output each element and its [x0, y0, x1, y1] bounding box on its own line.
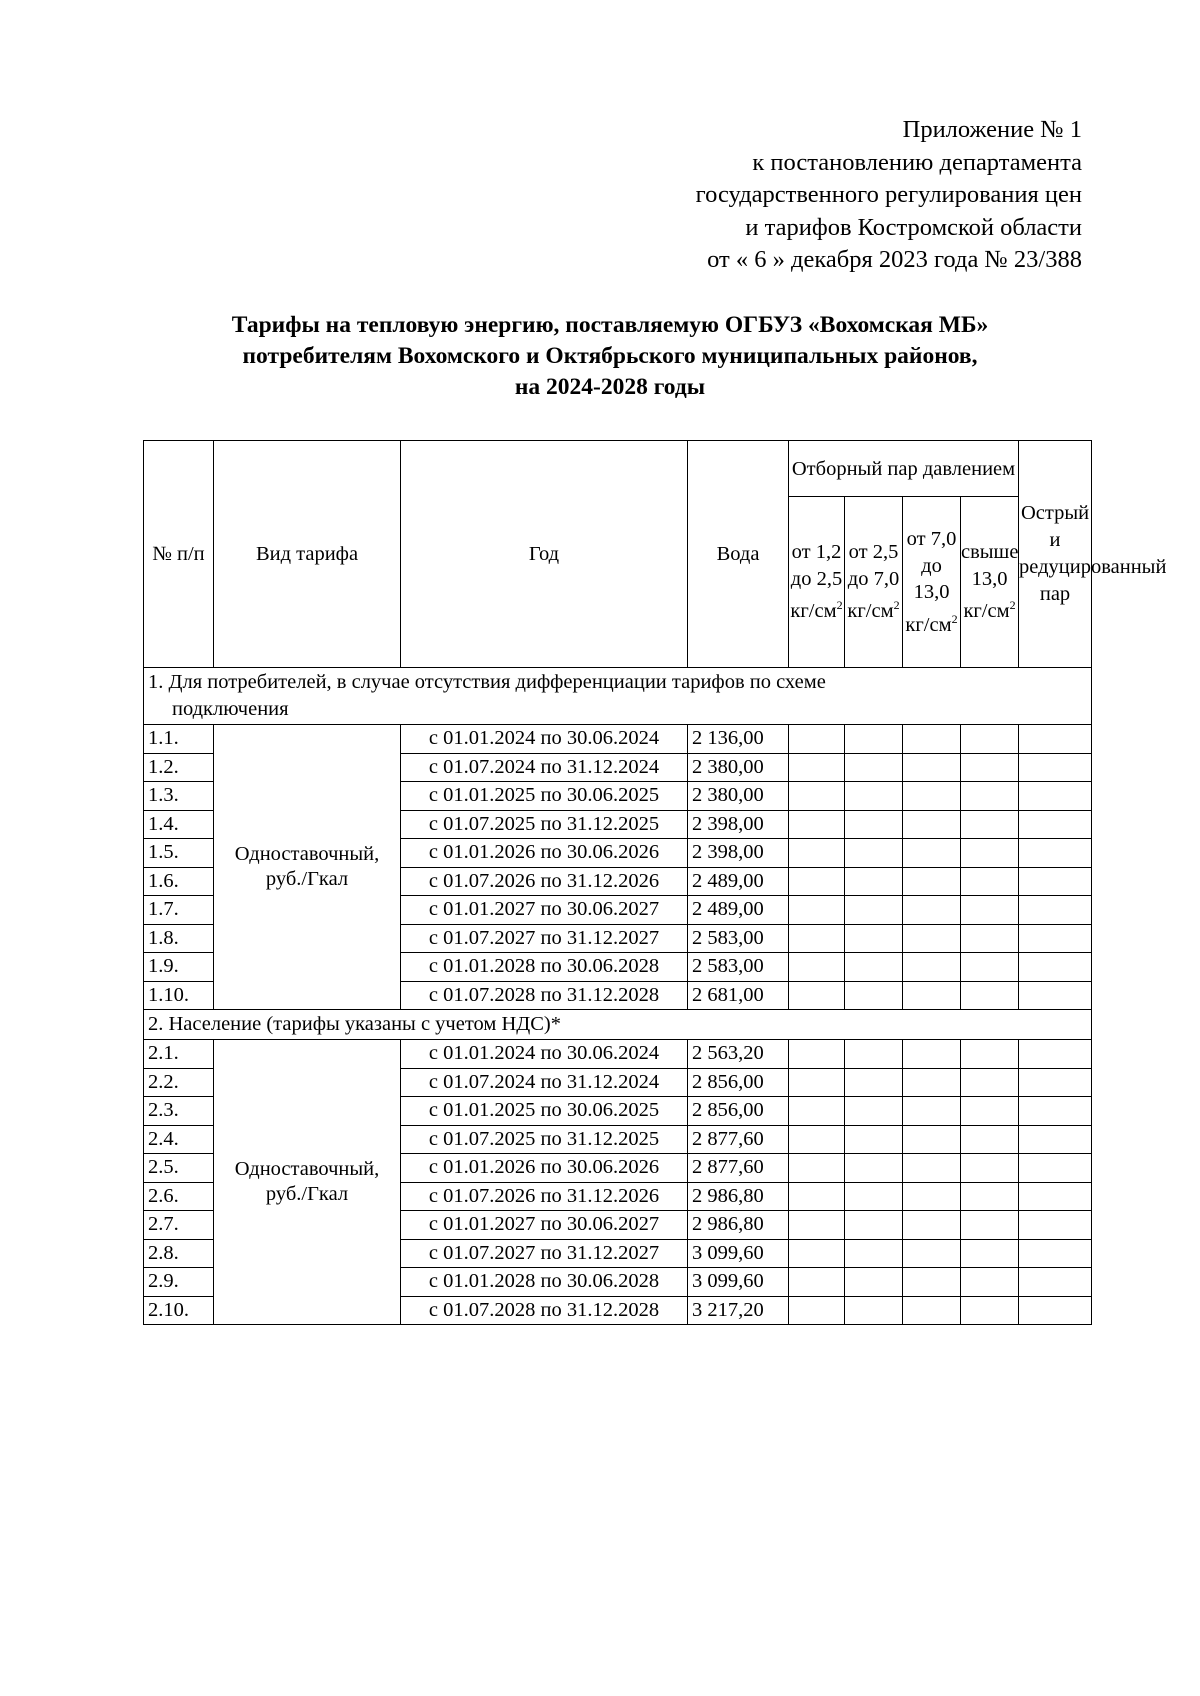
water-tariff-cell: 2 856,00 [688, 1097, 789, 1126]
empty-cell [789, 782, 845, 811]
empty-cell [961, 1040, 1019, 1069]
tariff-unit-line: руб./Гкал [265, 1183, 349, 1205]
empty-cell [789, 1097, 845, 1126]
empty-cell [961, 1097, 1019, 1126]
period-cell: с 01.01.2026 по 30.06.2026 [401, 839, 688, 868]
section-1-line1: 1. Для потребителей, в случае отсутствия дифференциации тарифов по схеме [148, 671, 826, 693]
empty-cell [903, 1211, 961, 1240]
title-line: Тарифы на тепловую энергию, поставляемую ОГБУЗ «Вохомская МБ» [231, 312, 989, 338]
period-cell: с 01.07.2028 по 31.12.2028 [401, 981, 688, 1010]
period-cell: с 01.01.2028 по 30.06.2028 [401, 953, 688, 982]
period-cell: с 01.01.2027 по 30.06.2027 [401, 896, 688, 925]
empty-cell [1019, 953, 1092, 982]
appendix-line: и тарифов Костромской области [745, 213, 1082, 241]
empty-cell [1019, 1182, 1092, 1211]
header-pressure-4 [961, 497, 1019, 668]
empty-cell [1019, 1125, 1092, 1154]
empty-cell [961, 782, 1019, 811]
header-pressure-1 [789, 497, 845, 668]
empty-cell [789, 753, 845, 782]
empty-cell [845, 924, 903, 953]
row-number: 1.9. [144, 953, 214, 982]
row-number: 2.10. [144, 1296, 214, 1325]
water-tariff-cell: 2 986,80 [688, 1211, 789, 1240]
empty-cell [961, 753, 1019, 782]
empty-cell [903, 981, 961, 1010]
empty-cell [789, 896, 845, 925]
empty-cell [961, 1239, 1019, 1268]
header-pressure-2 [845, 497, 903, 668]
water-tariff-cell: 2 681,00 [688, 981, 789, 1010]
empty-cell [845, 810, 903, 839]
period-cell: с 01.07.2027 по 31.12.2027 [401, 1239, 688, 1268]
appendix-block [696, 114, 1082, 277]
empty-cell [845, 1040, 903, 1069]
empty-cell [1019, 782, 1092, 811]
section-2-rows [144, 1040, 1092, 1325]
appendix-line: от « 6 » декабря 2023 года № 23/388 [707, 246, 1082, 273]
empty-cell [903, 1068, 961, 1097]
empty-cell [845, 867, 903, 896]
empty-cell [789, 1040, 845, 1069]
empty-cell [961, 1268, 1019, 1297]
empty-cell [1019, 725, 1092, 754]
empty-cell [1019, 981, 1092, 1010]
row-number: 1.1. [144, 725, 214, 754]
empty-cell [903, 839, 961, 868]
title-line: потребителям Вохомского и Октябрьского муниципальных районов, [242, 343, 978, 369]
empty-cell [789, 1239, 845, 1268]
tariff-type-line: Одноставочный, [234, 843, 380, 865]
empty-cell [845, 896, 903, 925]
empty-cell [1019, 1097, 1092, 1126]
empty-cell [903, 953, 961, 982]
section-1-heading [144, 668, 1092, 725]
empty-cell [1019, 924, 1092, 953]
row-number: 1.7. [144, 896, 214, 925]
empty-cell [903, 753, 961, 782]
empty-cell [789, 953, 845, 982]
header-pressure-1-text: от 1,2 до 2,5 кг/см [790, 541, 843, 623]
water-tariff-cell: 2 136,00 [688, 725, 789, 754]
empty-cell [845, 753, 903, 782]
period-cell: с 01.07.2026 по 31.12.2026 [401, 1182, 688, 1211]
empty-cell [903, 1154, 961, 1183]
period-cell: с 01.07.2028 по 31.12.2028 [401, 1296, 688, 1325]
empty-cell [903, 1097, 961, 1126]
empty-cell [1019, 810, 1092, 839]
empty-cell [903, 1125, 961, 1154]
period-cell: с 01.01.2028 по 30.06.2028 [401, 1268, 688, 1297]
period-cell: с 01.01.2025 по 30.06.2025 [401, 1097, 688, 1126]
empty-cell [845, 1154, 903, 1183]
row-number: 2.1. [144, 1040, 214, 1069]
water-tariff-cell: 2 380,00 [688, 782, 789, 811]
row-number: 1.6. [144, 867, 214, 896]
water-tariff-cell: 3 217,20 [688, 1296, 789, 1325]
empty-cell [1019, 896, 1092, 925]
empty-cell [1019, 1154, 1092, 1183]
empty-cell [1019, 1268, 1092, 1297]
water-tariff-cell: 2 856,00 [688, 1068, 789, 1097]
appendix-line: к постановлению департамента [752, 148, 1082, 176]
water-tariff-cell: 2 489,00 [688, 867, 789, 896]
water-tariff-cell: 2 583,00 [688, 924, 789, 953]
row-number: 2.2. [144, 1068, 214, 1097]
empty-cell [789, 725, 845, 754]
tariff-type-cell [214, 725, 401, 1010]
empty-cell [961, 924, 1019, 953]
section-1-rows [144, 725, 1092, 1010]
section-2-heading: 2. Население (тарифы указаны с учетом НДС)* [144, 1010, 1092, 1040]
empty-cell [903, 1296, 961, 1325]
empty-cell [789, 1068, 845, 1097]
appendix-line: государственного регулирования цен [695, 181, 1082, 208]
empty-cell [845, 839, 903, 868]
empty-cell [1019, 1211, 1092, 1240]
header-pressure-2-text: от 2,5 до 7,0 кг/см [847, 541, 900, 623]
empty-cell [789, 839, 845, 868]
empty-cell [845, 1097, 903, 1126]
period-cell: с 01.01.2027 по 30.06.2027 [401, 1211, 688, 1240]
row-number: 1.8. [144, 924, 214, 953]
header-pressure-4-text: свыше 13,0 кг/см [961, 541, 1019, 623]
water-tariff-cell: 2 583,00 [688, 953, 789, 982]
header-year: Год [401, 441, 688, 668]
period-cell: с 01.07.2027 по 31.12.2027 [401, 924, 688, 953]
tariff-table [143, 440, 1167, 1325]
header-pressure-3-text: от 7,0 до 13,0 кг/см [905, 528, 957, 636]
empty-cell [903, 896, 961, 925]
empty-cell [789, 1296, 845, 1325]
header-pressure-4-sup: 2 [1009, 598, 1016, 613]
empty-cell [961, 1211, 1019, 1240]
row-number: 1.4. [144, 810, 214, 839]
header-num: № п/п [144, 441, 214, 668]
row-number: 1.5. [144, 839, 214, 868]
empty-cell [961, 810, 1019, 839]
empty-cell [961, 1125, 1019, 1154]
empty-cell [845, 725, 903, 754]
empty-cell [903, 924, 961, 953]
empty-cell [1019, 1296, 1092, 1325]
water-tariff-cell: 2 986,80 [688, 1182, 789, 1211]
empty-cell [961, 839, 1019, 868]
empty-cell [903, 1268, 961, 1297]
row-number: 2.4. [144, 1125, 214, 1154]
empty-cell [845, 1211, 903, 1240]
row-number: 2.6. [144, 1182, 214, 1211]
empty-cell [903, 1040, 961, 1069]
period-cell: с 01.07.2024 по 31.12.2024 [401, 1068, 688, 1097]
empty-cell [845, 1268, 903, 1297]
tariff-unit-line: руб./Гкал [265, 868, 349, 890]
empty-cell [1019, 839, 1092, 868]
water-tariff-cell: 2 489,00 [688, 896, 789, 925]
empty-cell [1019, 1040, 1092, 1069]
row-number: 1.10. [144, 981, 214, 1010]
empty-cell [789, 1154, 845, 1183]
title-line: на 2024-2028 годы [514, 374, 706, 400]
row-number: 2.8. [144, 1239, 214, 1268]
empty-cell [961, 867, 1019, 896]
empty-cell [845, 1182, 903, 1211]
empty-cell [903, 1182, 961, 1211]
row-number: 1.3. [144, 782, 214, 811]
water-tariff-cell: 2 398,00 [688, 839, 789, 868]
period-cell: с 01.01.2025 по 30.06.2025 [401, 782, 688, 811]
empty-cell [845, 1239, 903, 1268]
empty-cell [789, 810, 845, 839]
table-row [144, 725, 1092, 754]
row-number: 2.5. [144, 1154, 214, 1183]
empty-cell [903, 1239, 961, 1268]
period-cell: с 01.01.2024 по 30.06.2024 [401, 1040, 688, 1069]
period-cell: с 01.07.2025 по 31.12.2025 [401, 810, 688, 839]
header-pressure-1-sup: 2 [836, 598, 843, 613]
period-cell: с 01.01.2026 по 30.06.2026 [401, 1154, 688, 1183]
row-number: 2.9. [144, 1268, 214, 1297]
empty-cell [845, 1125, 903, 1154]
empty-cell [845, 782, 903, 811]
empty-cell [845, 981, 903, 1010]
empty-cell [903, 867, 961, 896]
empty-cell [789, 867, 845, 896]
empty-cell [1019, 1239, 1092, 1268]
water-tariff-cell: 2 398,00 [688, 810, 789, 839]
header-pressure-2-sup: 2 [893, 598, 900, 613]
water-tariff-cell: 3 099,60 [688, 1268, 789, 1297]
empty-cell [1019, 867, 1092, 896]
empty-cell [789, 1268, 845, 1297]
empty-cell [1019, 753, 1092, 782]
empty-cell [789, 924, 845, 953]
empty-cell [845, 1068, 903, 1097]
water-tariff-cell: 2 563,20 [688, 1040, 789, 1069]
period-cell: с 01.07.2025 по 31.12.2025 [401, 1125, 688, 1154]
empty-cell [903, 810, 961, 839]
empty-cell [903, 725, 961, 754]
period-cell: с 01.07.2024 по 31.12.2024 [401, 753, 688, 782]
header-sharp-steam: Острый и редуцированный пар [1019, 441, 1092, 668]
header-selected-steam: Отборный пар давлением [789, 441, 1019, 497]
empty-cell [1019, 1068, 1092, 1097]
water-tariff-cell: 2 877,60 [688, 1125, 789, 1154]
empty-cell [903, 782, 961, 811]
empty-cell [961, 725, 1019, 754]
water-tariff-cell: 2 877,60 [688, 1154, 789, 1183]
tariff-type-line: Одноставочный, [234, 1158, 380, 1180]
header-pressure-3-sup: 2 [951, 611, 958, 626]
row-number: 2.3. [144, 1097, 214, 1126]
water-tariff-cell: 3 099,60 [688, 1239, 789, 1268]
section-1-line2: подключения [172, 698, 289, 720]
appendix-line: Приложение № 1 [902, 116, 1082, 143]
empty-cell [789, 1125, 845, 1154]
header-pressure-3 [903, 497, 961, 668]
header-tariff-type: Вид тарифа [214, 441, 401, 668]
empty-cell [961, 981, 1019, 1010]
water-tariff-cell: 2 380,00 [688, 753, 789, 782]
empty-cell [961, 953, 1019, 982]
empty-cell [961, 1182, 1019, 1211]
empty-cell [845, 953, 903, 982]
empty-cell [961, 1154, 1019, 1183]
period-cell: с 01.01.2024 по 30.06.2024 [401, 725, 688, 754]
document-title [130, 310, 1090, 403]
empty-cell [789, 981, 845, 1010]
table-row [144, 1040, 1092, 1069]
header-water: Вода [688, 441, 789, 668]
row-number: 2.7. [144, 1211, 214, 1240]
tariff-type-cell [214, 1040, 401, 1325]
empty-cell [961, 1296, 1019, 1325]
empty-cell [789, 1211, 845, 1240]
period-cell: с 01.07.2026 по 31.12.2026 [401, 867, 688, 896]
row-number: 1.2. [144, 753, 214, 782]
empty-cell [961, 896, 1019, 925]
empty-cell [961, 1068, 1019, 1097]
empty-cell [845, 1296, 903, 1325]
empty-cell [789, 1182, 845, 1211]
